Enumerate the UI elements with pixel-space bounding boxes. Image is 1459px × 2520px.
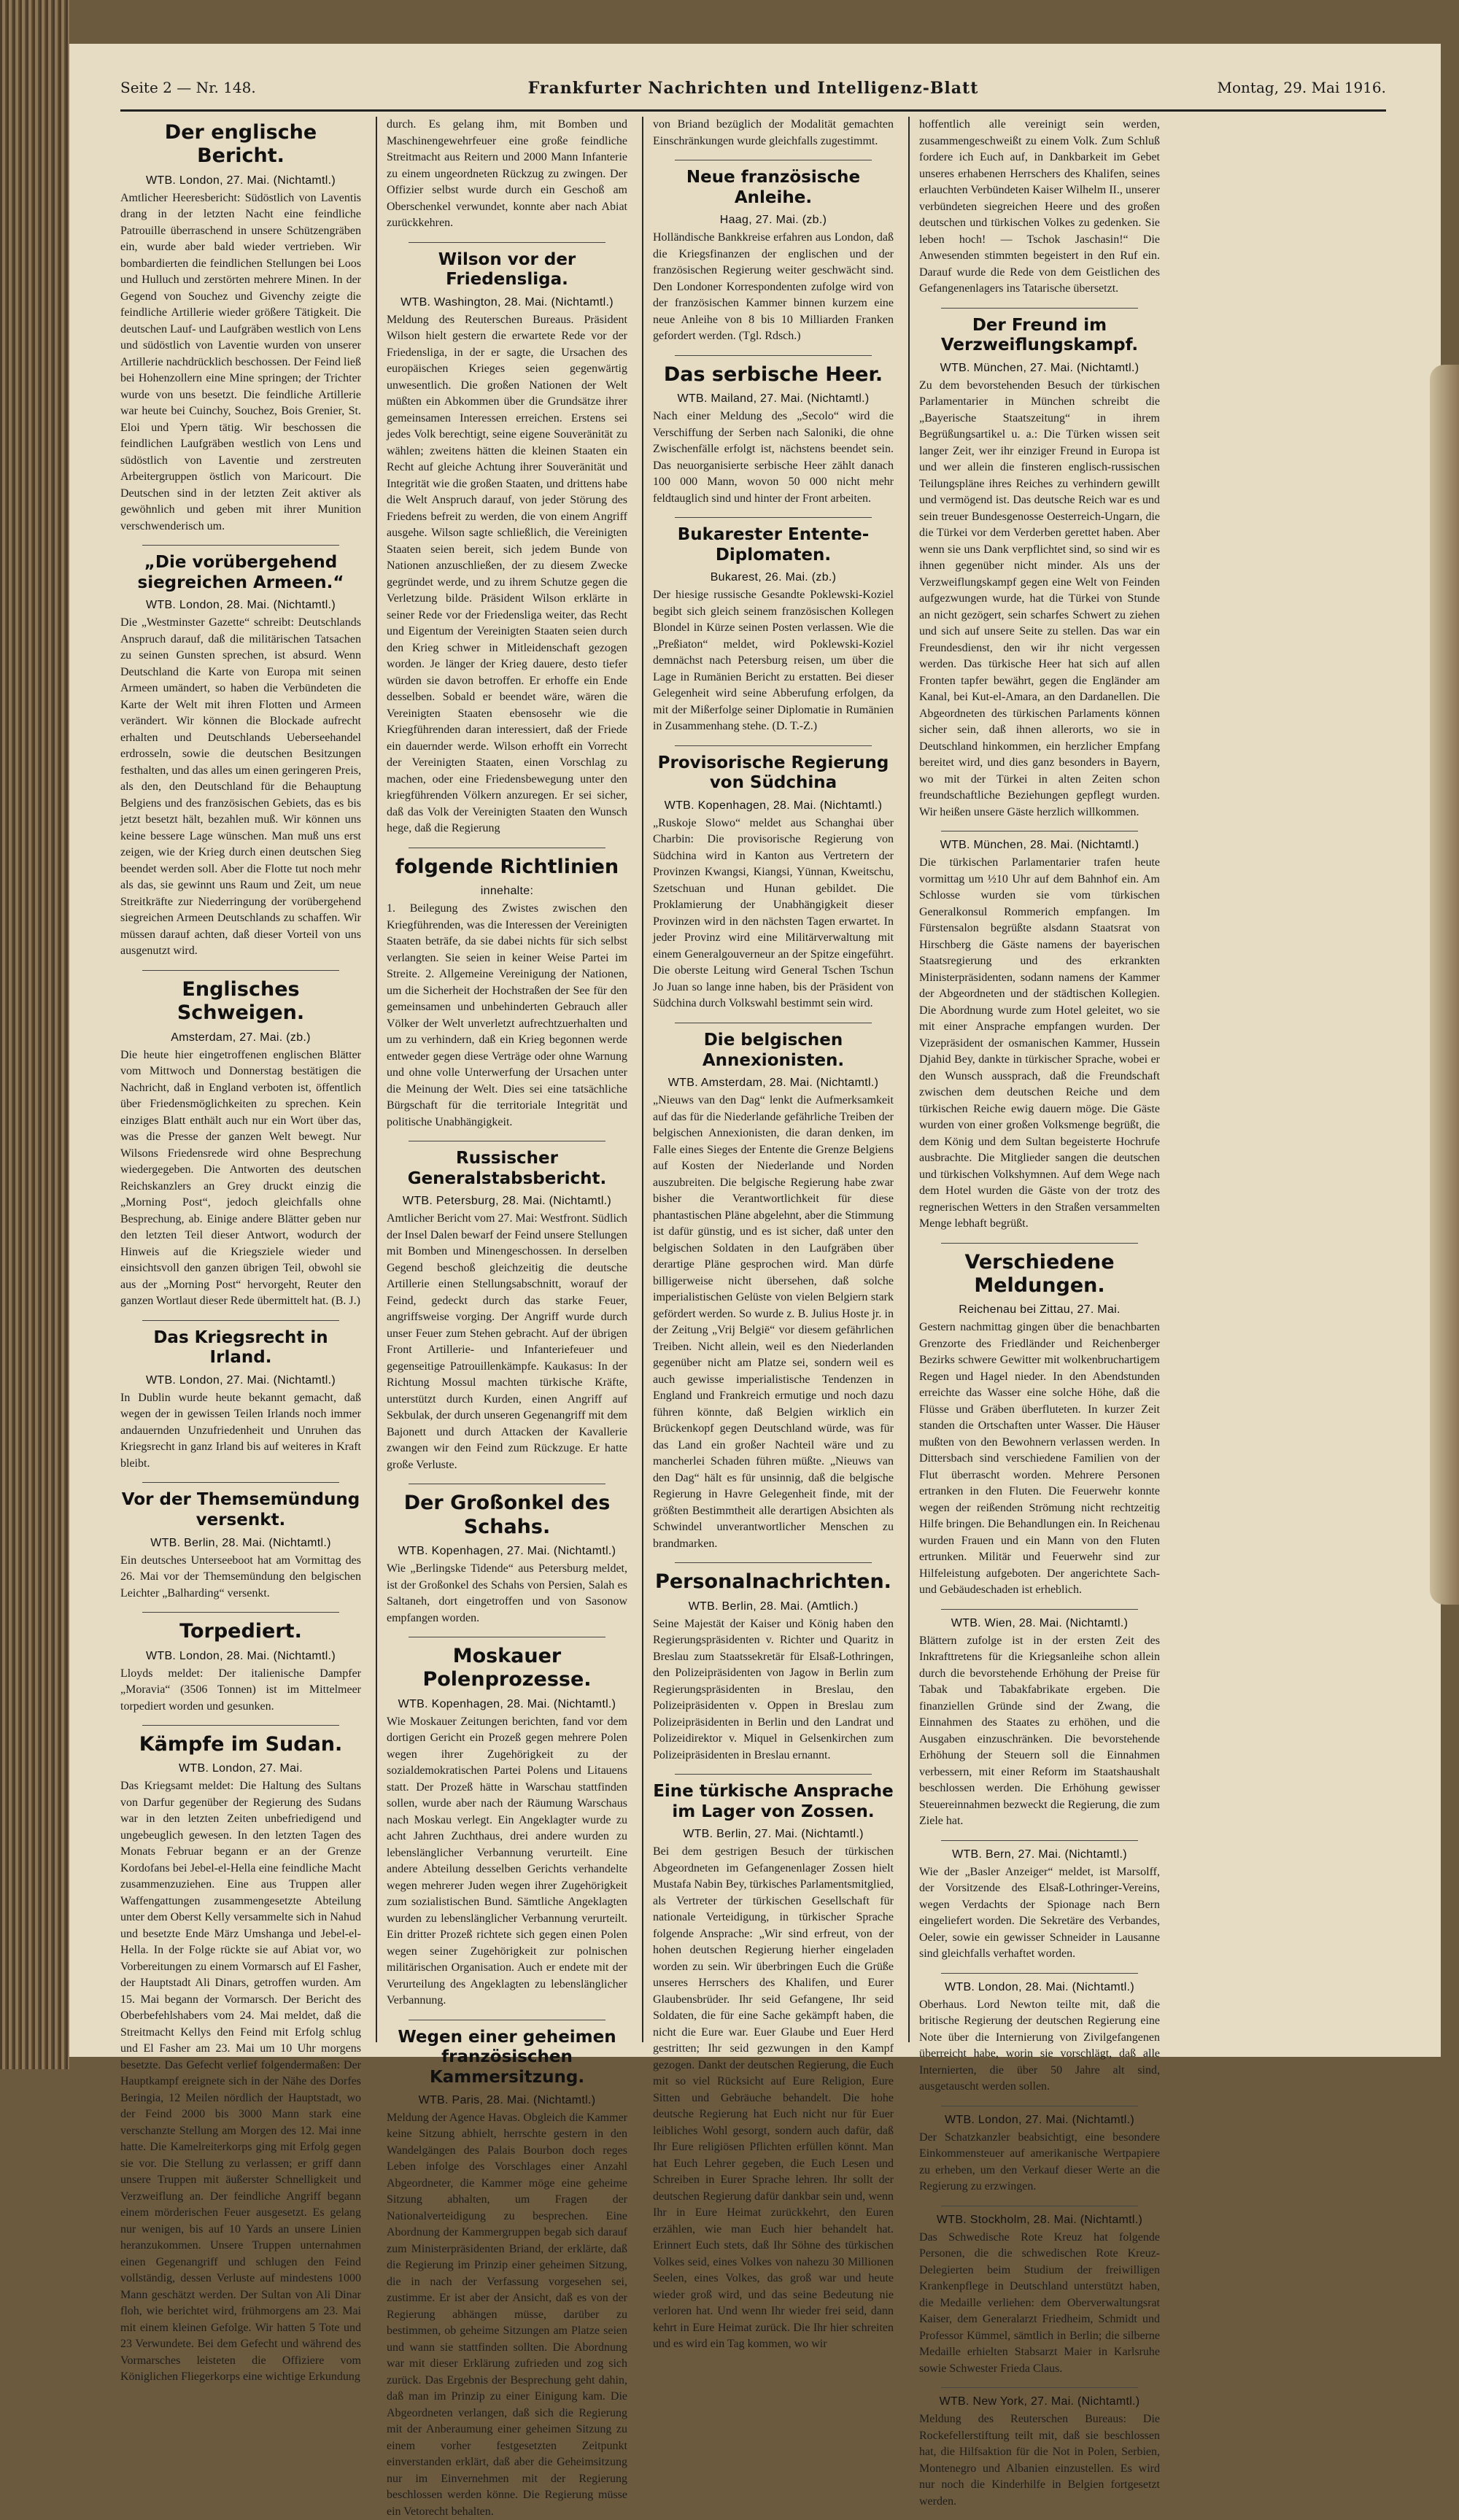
article-dateline: WTB. Kopenhagen, 28. Mai. (Nichtamtl.) bbox=[398, 1697, 616, 1710]
article-separator bbox=[142, 1612, 339, 1613]
article-dateline: WTB. Wien, 28. Mai. (Nichtamtl.) bbox=[951, 1616, 1129, 1629]
article bbox=[120, 553, 361, 960]
book-binding bbox=[0, 0, 69, 2069]
article bbox=[120, 978, 361, 1310]
article-dateline: WTB. Stockholm, 28. Mai. (Nichtamtl.) bbox=[936, 2213, 1143, 2226]
article-separator bbox=[675, 355, 872, 356]
article bbox=[653, 168, 894, 345]
article-dateline: WTB. Washington, 28. Mai. (Nichtamtl.) bbox=[400, 295, 614, 309]
article-body: Wie „Berlingske Tidende“ aus Petersburg meldet, ist der Großonkel des Schahs von Persien, Salah es Saltaneh, dort eingetroffen und von Sasonow empfangen worden. bbox=[387, 1562, 627, 1624]
article-body: Meldung der Agence Havas. Obgleich die Kammer keine Sitzung abhielt, herrschte gestern in den Wandelgängen des Palais Bourbon doch reges Leben infolge des Vorschlages einer Anzahl Abgeordneter, die Kammer möge eine geheime Sitzung abhalten, um Fragen der Nationalverteidigung zu besprechen. Eine Abordnung der Kammergruppen begab sich darauf zum Ministerpräsidenten Briand, der erklärte, daß die Regierung im Prinzip einer geheimen Sitzung, die in nach der Verfassung vorgesehen sei, zustimme. Er ist aber der Ansicht, daß es von der Regierung abhängen müsse, darüber zu bestimmen, ob geheime Sitzungen am Platze seien und wann sie stattfinden sollten. Die Abordnung war mit dieser Erklärung zufrieden und zog sich zurück. Das Ergebnis der Besprechung geht dahin, daß man im Prinzip zu einer Einigung kam. Die Abgeordneten verlangen, daß sich die Regierung mit der Anberaumung einer geheimen Sitzung zu einem vorher festgesetzten Zeitpunkt einverstanden erklärt, daß aber die Geheimsitzung nur im Einvernehmen mit der Regierung beschlossen werden könne. Die Regierung müsse ein Vetorecht behalten. bbox=[387, 2111, 627, 2518]
article-body: Lloyds meldet: Der italienische Dampfer „Moravia“ (3506 Tonnen) ist im Mittelmeer torpediert worden und gesunken. bbox=[120, 1667, 361, 1713]
article-dateline: WTB. Kopenhagen, 27. Mai. (Nichtamtl.) bbox=[398, 1545, 616, 1558]
article bbox=[653, 1031, 894, 1552]
article-dateline: WTB. Amsterdam, 28. Mai. (Nichtamtl.) bbox=[667, 1077, 879, 1090]
article bbox=[120, 121, 361, 535]
article-body: Blättern zufolge ist in der ersten Zeit des Inkrafttretens für die Kriegsanleihe schon allein durch die bevorstehende Erhöhung der Preise für Tabak und Tabakfabrikate ergeben. Die finanziellen Gründe sind der Zwang, die Einnahmen des Staates zu erhöhen, und die Ausgaben einzuschränken. Die bevorstehende Erhöhung der Steuern soll die Einnahmen verbessern, mit einer Reform im Staatshaushalt beschlossen werden. Die Erhöhung gewisser Steuereinnahmen bezweckt die Regierung, die zum Ziele hat. bbox=[919, 1634, 1160, 1828]
article-body: Meldung des Reuterschen Bureaus: Die Rockefellerstiftung teilt mit, daß sie beschlossen hat, die Hilfsaktion für die Not in Polen, Serbien, Montenegro und Albanien einzustellen. Es wird nur noch die Kinderhilfe in Belgien fortgesetzt werden. bbox=[919, 2413, 1160, 2508]
article-dateline: innehalte: bbox=[480, 885, 534, 898]
article-title: „Die vorübergehend siegreichen Armeen.“ bbox=[137, 553, 344, 592]
article-body: „Nieuws van den Dag“ lenkt die Aufmerksamkeit auf das für die Niederlande gefährliche Treiben der belgischen Annexionisten, die daran denken, im Falle eines Sieges der Entente die Grenze Belgiens auf Kosten der Niederlande und Norden auszubreiten. Die belgische Regierung habe zwar bisher die Verantwortlichkeit für diese phantastischen Pläne abgelehnt, aber die Stimmung ist dafür günstig, und es ist sicher, daß unter den belgischen Soldaten in den Laufgräben über derartige Pläne gesprochen wird. Man dürfe billigerweise nicht übersehen, daß solche imperialistischen Gelüste von vielen Belgiern stark gefördert werden. So wurde z. B. Julius Hoste jr. in der Zeitung „Vrij België“ vor diesem gefährlichen Treiben. Nicht allein, weil es den Niederlanden gegenüber nicht am Platze sei, sondern weil es auch gewisse imperialistische Tendenzen in England und Frankreich ermutige und noch dazu führen könnte, daß Belgien wirklich ein Brückenkopf gegen Deutschland würde, was für das Land ein großer Nachteil wäre und zu mancherlei Schaden führen müßte. „Nieuws van den Dag“ hält es für unsinnig, daß die belgische Regierung in Havre Gelegenheit finde, mit der größten Bestimmtheit alle derartigen Absichten als Schwindel unverantwortlicher Menschen zu brandmarken. bbox=[653, 1094, 894, 1550]
article bbox=[919, 1981, 1160, 2096]
article-separator bbox=[142, 1482, 339, 1483]
article bbox=[919, 117, 1160, 298]
article-body: hoffentlich alle vereinigt sein werden, zusammengeschweißt zu einem Volk. Zum Schluß fordere ich Euch auf, in Dankbarkeit im Gebet unseres erhabenen Herrschers des Khalifen, seines erlauchten Verbündeten Kaiser Wilhelm II., unserer verbündeten siegreichen Heere und des großen deutschen und türkischen Volkes zu gedenken. Sie leben hoch! — Tschok Jaschasin!“ Die Anwesenden stimmten begeistert in den Ruf ein. Darauf wurde die Rede von dem Geistlichen des Gefangenenlagers ins Tatarische übersetzt. bbox=[919, 118, 1160, 295]
article-title: folgende Richtlinien bbox=[395, 855, 619, 878]
article-title: Wilson vor der Friedensliga. bbox=[438, 249, 576, 290]
article-body: Bei dem gestrigen Besuch der türkischen Abgeordneten im Gefangenenlager Zossen hielt Mustafa Nabin Bey, türkisches Parlamentsmitglied, als Vertreter der türkischen Gesellschaft für nationale Verteidigung, in türkischer Sprache folgende Ansprache: „Wir sind erfreut, von der hohen deutschen Regierung hierher eingeladen worden zu sein. Wir überbringen Euch die Grüße unseres Herrschers des Khalifen, und Eurer Glaubensbrüder. Ihr seid Gefangene, Ihr seid Soldaten, die für eine Sache gekämpft haben, die nicht die Eure war. Euer Glaube und Euer Herd gestritten; Ihr seid gezwungen in den Kampf gezogen. Dankt der deutschen Regierung, die Euch mit so viel Rücksicht auf Eure Religion, Eure Sitten und Gebräuche behandelt. Die hohe deutsche Regierung hat Euch nicht nur für Euer leibliches Wohl gesorgt, sondern auch dafür, daß Ihr Eure religiösen Pflichten erfüllen könnt. Man hat Euch Lehrer gegeben, die Euch Lesen und Schreiben in Eurer Sprache lehren. Ihr sollt der deutschen Regierung dafür dankbar sein und, wenn Ihr in Eure Heimat zurückkehrt, den Euren erzählen, wie man Euch hier behandelt hat. Erinnert Euch stets, daß Ihr Söhne des türkischen Volkes seid, eines Volkes von nahezu 30 Millionen Seelen, eines Volkes, das groß war und heute wieder groß wird, und das seine Bedeutung nie verloren hat. Und wenn Ihr wieder frei seid, dann kehrt in Eure Heimat zurück. Die Ihr hier schreiten und es wird ein Tag kommen, wo wir bbox=[653, 1845, 894, 2351]
article-separator bbox=[941, 1243, 1138, 1244]
article-dateline: WTB. München, 28. Mai. (Nichtamtl.) bbox=[940, 839, 1139, 852]
article-title: Der englische Bericht. bbox=[164, 121, 317, 168]
article-title: Wegen einer geheimen französischen Kammersitzung. bbox=[398, 2027, 616, 2087]
article-body: 1. Beilegung des Zwistes zwischen den Kriegführenden, was die Interessen der Vereinigten Staaten beträfe, da sie dabei nichts für sich selbst verlangten. Sie seien in keiner Weise Partei im Streite. 2. Allgemeine Vereinigung der Nationen, um die Sicherheit der Hochstraßen der See für den gemeinsamen und unbehinderten Gebrauch aller Völker der Welt unverletzt aufrechtzuerhalten und um zu verhindern, daß ein Krieg begonnen werde entweder gegen diese Verträge oder ohne Warnung und ohne volle Unterwerfung der Ursachen unter die Meinung der Welt. Dies sei eine tatsächliche Bürgschaft für die territoriale Integrität und politische Unabhängigkeit. bbox=[387, 902, 627, 1128]
article-separator bbox=[675, 1562, 872, 1563]
article-dateline: WTB. Bern, 27. Mai. (Nichtamtl.) bbox=[952, 1848, 1127, 1861]
article-dateline: WTB. Mailand, 27. Mai. (Nichtamtl.) bbox=[677, 392, 870, 406]
article-body: Das Schwedische Rote Kreuz hat folgende Personen, die die schwedischen Rote Kreuz-Delegierten beim Studium der freiwilligen Krankenpflege in Deutschland unterstützt haben, die Medaille verliehen: dem Oberverwaltungsrat Kaiser, dem Generalarzt Friedheim, Schmidt und Professor Kümmel, sämtlich in Berlin; die silberne Medaille erhielten Stabsarzt Maier in Karlsruhe sowie Schwester Frieda Claus. bbox=[919, 2230, 1160, 2375]
article-separator bbox=[675, 1774, 872, 1775]
article bbox=[120, 1490, 361, 1602]
article-body: Die heute hier eingetroffenen englischen Blätter vom Mittwoch und Donnerstag bestätigen die Nachricht, daß in England verboten ist, öffentlich über Friedensmöglichkeiten zu sprechen. Kein einziges Blatt enthält auch nur ein Wort über das, was die Presse der ganzen Welt bewegt. Nur Wilsons Friedensrede wird ohne Besprechung wiedergegeben. Die Antworten des deutschen Reichskanzlers an Grey druckt einzig die „Morning Post“, jedoch gleichfalls ohne Besprechung, ab. Einige andere Blätter geben nur den letzten Teil dieser Antwort, wodurch der Hinweis auf die Kriegsziele wieder und einsichtsvoll den ganzen übrigen Teil, obwohl sie aus der „Morning Post“ hervorgeht, Reuter den ganzen Wortlaut dieser Rede übermittelt hat. (B. J.) bbox=[120, 1048, 361, 1308]
article bbox=[387, 2028, 627, 2520]
article-title: Vor der Themsemündung versenkt. bbox=[121, 1490, 360, 1530]
article-dateline: WTB. New York, 27. Mai. (Nichtamtl.) bbox=[939, 2395, 1140, 2408]
newspaper-page bbox=[69, 44, 1441, 2518]
article-body: von Briand bezüglich der Modalität gemachten Einschränkungen wurde gleichfalls zugestimmt. bbox=[653, 118, 894, 147]
article bbox=[387, 1149, 627, 1473]
article-body: Meldung des Reuterschen Bureaus. Präsident Wilson hielt gestern die erwartete Rede vor der Friedensliga, in der er sagte, die Ursachen des europäischen Krieges seien gegenwärtig unwesentlich. Die großen Nationen der Welt müßten ein Abkommen über die Grundsätze ihrer gemeinsamen Interessen erreichen. Erstens sei jedes Volk berechtigt, seine eigene Souveränität zu wählen; zweitens hätten die kleinen Staaten ein Recht auf gleiche Achtung ihrer Souveränität und Integrität wie die großen Staaten, und drittens habe die Welt Anspruch darauf, von jeder Störung des Friedens befreit zu werden, die von einem Angriff ausgehe. Wilson sagte schließlich, die Vereinigten Staaten seien bereit, sich jedem Bunde von Nationen anzuschließen, der zu diesem Zwecke gegründet werde, und zu ihrem Schutze gegen die Verletzung bilde. Präsident Wilson erklärte in seiner Rede vor der Friedensliga weiter, das Recht und Eigentum der Vereinigten Staaten seien durch den Krieg schwer in Mitleidenschaft gezogen worden. Je länger der Krieg dauere, desto tiefer würden sie davon betroffen. Er erhoffe ein Ende desselben. Sobald er beendet wäre, wären die Vereinigten Staaten ebensosehr wie die Kriegführenden daran interessiert, daß der Friede ein dauernder werde. Wilson erhofft ein Vorrecht der Vereinigten Staaten, einen Vorschlag zu machen, oder eine Friedensbewegung unter den kriegführenden Völkern anzuregen. Er sei sicher, daß das Volk der Vereinigten Staaten den Wunsch hege, daß die Regierung bbox=[387, 313, 627, 835]
article bbox=[387, 250, 627, 837]
article-dateline: WTB. München, 27. Mai. (Nichtamtl.) bbox=[940, 361, 1139, 374]
columns-area bbox=[120, 117, 1386, 2518]
article bbox=[919, 2214, 1160, 2378]
article bbox=[653, 525, 894, 735]
article-dateline: WTB. London, 28. Mai. (Nichtamtl.) bbox=[944, 1980, 1135, 1993]
column-2 bbox=[387, 117, 627, 2518]
article-dateline: WTB. Paris, 28. Mai. (Nichtamtl.) bbox=[418, 2093, 596, 2106]
article-separator bbox=[142, 1725, 339, 1726]
article bbox=[120, 1328, 361, 1473]
article-dateline: WTB. Petersburg, 28. Mai. (Nichtamtl.) bbox=[402, 1195, 612, 1208]
article-title: Der Großonkel des Schahs. bbox=[403, 1492, 611, 1538]
article-separator bbox=[675, 517, 872, 518]
article bbox=[919, 2395, 1160, 2510]
article-dateline: WTB. London, 27. Mai. (Nichtamtl.) bbox=[944, 2113, 1135, 2126]
article-dateline: WTB. London, 27. Mai. (Nichtamtl.) bbox=[145, 1373, 336, 1387]
article bbox=[919, 1251, 1160, 1599]
article-dateline: WTB. Berlin, 28. Mai. (Amtlich.) bbox=[688, 1600, 859, 1613]
article-dateline: WTB. Kopenhagen, 28. Mai. (Nichtamtl.) bbox=[664, 799, 883, 812]
column-rule bbox=[376, 117, 377, 2042]
article-title: Englisches Schweigen. bbox=[177, 977, 305, 1025]
article-body: Ein deutsches Unterseeboot hat am Vormittag des 26. Mai vor der Themsemündung den belgischen Leichter „Balharding“ versenkt. bbox=[120, 1554, 361, 1600]
article-separator bbox=[142, 545, 339, 546]
article bbox=[653, 1782, 894, 2353]
article bbox=[387, 1492, 627, 1627]
article-separator bbox=[941, 1840, 1138, 1841]
article-title: Russischer Generalstabsbericht. bbox=[407, 1149, 607, 1188]
article bbox=[919, 1848, 1160, 1963]
article-body: Der Schatzkanzler beabsichtigt, eine besondere Einkommensteuer auf amerikanische Wertpapiere zu erheben, um den Verkauf dieser Werte an die Regierung zu erzwingen. bbox=[919, 2131, 1160, 2193]
issue-date: Montag, 29. Mai 1916. bbox=[1217, 79, 1386, 96]
article-dateline: WTB. London, 28. Mai. (Nichtamtl.) bbox=[145, 1649, 336, 1662]
column-rule bbox=[642, 117, 643, 2042]
article-separator bbox=[142, 970, 339, 971]
article-title: Personalnachrichten. bbox=[655, 1570, 891, 1594]
article-title: Das Kriegsrecht in Irland. bbox=[153, 1327, 328, 1368]
article-body: Die „Westminster Gazette“ schreibt: Deutschlands Anspruch darauf, daß die militärischen Tatsachen zu seinen Gunsten sprechen, ist absurd. Wenn Deutschland die Karte von Europa mit seinen Armeen umändert, so haben die Verbündeten die Karte der Welt mit ihren Flotten und Armeen verändert. Wir können die Blockade aufrecht erhalten und Deutschlands Ueberseehandel erdrosseln, sowie die deutschen Besitzungen festhalten, und das alles um einen geringeren Preis, als den, den Deutschland für die Behauptung Belgiens und des französischen Gebiets, das es bis jetzt besetzt hält, bezahlen muß. Wir können uns keine bessere Lage wünschen. Man muß uns erst zeigen, wie der Krieg durch einen deutschen Sieg beendet werden soll. Aber die Flotte tut noch mehr als das, sie gewinnt uns Raum und Zeit, um neue Streitkräfte zur Niederringung der vorübergehend siegreichen Armeen Deutschlands zu schaffen. Wir müssen darauf achten, daß dieser Vorteil von uns ausgenutzt wird. bbox=[120, 616, 361, 958]
column-3 bbox=[653, 117, 894, 2351]
article bbox=[919, 839, 1160, 1233]
article bbox=[653, 117, 894, 150]
article-title: Der Freund im Verzweiflungskampf. bbox=[940, 315, 1139, 355]
article bbox=[387, 117, 627, 232]
article-dateline: Reichenau bei Zittau, 27. Mai. bbox=[959, 1303, 1121, 1317]
article bbox=[919, 1617, 1160, 1830]
column-4 bbox=[919, 117, 1160, 2508]
article-separator bbox=[675, 745, 872, 746]
article bbox=[653, 753, 894, 1012]
article-title: Kämpfe im Sudan. bbox=[139, 1733, 343, 1756]
article-title: Neue französische Anleihe. bbox=[686, 168, 861, 207]
article-body: Seine Majestät der Kaiser und König haben den Regierungspräsidenten v. Richter und Quaritz in Breslau zum Staatssekretär für Elsaß-Lothringen, den Polizeipräsidenten von Jagow in Berlin zum Regierungspräsidenten in Breslau, den Polizeipräsidenten v. Oppen in Breslau zum Polizeipräsidenten in Berlin und den Landrat und Polizeidirektor v. Miquel in Gelsenkirchen zum Polizeipräsidenten in Breslau ernannt. bbox=[653, 1617, 894, 1761]
article bbox=[653, 1570, 894, 1764]
article-separator bbox=[941, 1973, 1138, 1974]
article-title: Torpediert. bbox=[179, 1620, 302, 1643]
masthead-title: Frankfurter Nachrichten und Intelligenz-Blatt bbox=[527, 79, 979, 98]
article-body: Holländische Bankkreise erfahren aus London, daß die Kriegsfinanzen der englischen und der französischen Regierung weiter geschwächt sind. Den Londoner Korrespondenten zufolge wird von der französischen Kammer binnen kurzem eine neue Anleihe von 8 bis 10 Milliarden Franken gefordert werden. (Tgl. Rdsch.) bbox=[653, 231, 894, 343]
article-title: Eine türkische Ansprache im Lager von Zossen. bbox=[653, 1782, 894, 1821]
article-dateline: Bukarest, 26. Mai. (zb.) bbox=[710, 571, 837, 584]
scan-top-edge bbox=[69, 0, 1459, 44]
page-curl bbox=[1430, 365, 1459, 1605]
article-dateline: WTB. Berlin, 28. Mai. (Nichtamtl.) bbox=[150, 1536, 331, 1549]
article-body: Wie Moskauer Zeitungen berichten, fand vor dem dortigen Gericht ein Prozeß gegen mehrere Polen wegen ihrer Zugehörigkeit zu der sozialdemokratischen Partei Polens und Litauens statt. Der Prozeß hätte in Warschau stattfinden sollen, wurde aber nach der Räumung Warschaus nach Moskau verlegt. Ein Angeklagter wurde zu acht Jahren Zuchthaus, drei andere wurden zu lebenslänglicher Verbannung verurteilt. Eine andere Abteilung desselben Gerichts verhandelte wegen mehrerer Juden wegen ihrer Zugehörigkeit zum sozialistischen Bund. Sämtliche Angeklagten wurden zu lebenslänglicher Verbannung verurteilt. Ein dritter Prozeß richtete sich gegen einen Polen wegen seiner Zugehörigkeit zur polnischen militärischen Organisation. Auch er endete mit der Verurteilung des Angeklagten zu lebenslänglicher Verbannung. bbox=[387, 1715, 627, 2007]
article bbox=[919, 316, 1160, 821]
article-body: Amtlicher Bericht vom 27. Mai: Westfront. Südlich der Insel Dalen bewarf der Feind unsere Stellungen mit Bomben und Minengeschossen. In derselben Gegend beschoß gleichzeitig die deutsche Artillerie einen Stellungsabschnitt, worauf der Feind, gedeckt durch das starke Feuer, angriffsweise vorging. Der Angriff wurde durch unser Feuer zum Stehen gebracht. Auf der übrigen Front Artillerie- und Infanteriefeuer und gegenseitige Patrouillenkämpfe. Kaukasus: In der Richtung Mossul machten türkische Kräfte, unterstützt durch Kurden, einen Angriff auf Sekbulak, der durch unseren Gegenangriff mit dem Bajonett und durch Attacken der Kavallerie zwangen wir den Feind zum Rückzuge. Er hatte große Verluste. bbox=[387, 1212, 627, 1471]
article-title: Das serbische Heer. bbox=[663, 363, 883, 386]
article-title: Bukarester Entente-Diplomaten. bbox=[677, 525, 870, 565]
article-body: durch. Es gelang ihm, mit Bomben und Maschinengewehrfeuer eine große feindliche Streitmacht aus Reitern und 2000 Mann Infanterie zu einem ungeordneten Rückzug zu zwingen. Der Offizier selbst wurde durch ein Geschoß am Oberschenkel verwundet, konnte aber nach Abiat zurückkehren. bbox=[387, 118, 627, 229]
article-body: „Ruskoje Slowo“ meldet aus Schanghai über Charbin: Die provisorische Regierung von Südchina wird in Kanton aus Vertretern der Provinzen Kwangsi, Kiangsi, Yünnan, Kweitschu, Szetschuan und Hunan gebildet. Die Proklamierung der Unabhängigkeit dieser Provinzen wird in den nächsten Tagen erwartet. In jeder Provinz wird eine Militärverwaltung mit einem Generalgouverneur an der Spitze eingeführt. Die oberste Leitung wird General Tschen Tschun Jo Juan so lange inne haben, bis der Präsident von Südchina durch Volkswahl bestimmt sein wird. bbox=[653, 816, 894, 1010]
article-body: Zu dem bevorstehenden Besuch der türkischen Parlamentarier in München schreibt die „Bayerische Staatszeitung“ in ihrem Begrüßungsartikel u. a.: Die Türken wissen seit langer Zeit, wer ihr einziger Freund in Europa ist und wer allein die finsteren englisch-russischen Teilungspläne ihres Reiches zu verhindern gewillt und vermögend ist. Das deutsche Reich war es und sein treuer Bundesgenosse Oesterreich-Ungarn, die die Türkei vor dem Verderben gerettet haben. Aber wenn sie uns Dank verpflichtet sind, so sind wir es ihnen gegenüber nicht minder. Als uns der Verzweiflungskampf gegen eine Welt von Feinden aufgezwungen wurde, hat die Türkei von Stunde an nicht gezögert, sein scharfes Schwert zu ziehen und sich auf unsere Seite zu stellen. Das war ein Freundesdienst, den wir ihr nicht vergessen werden. Das türkische Heer hat sich auf allen Fronten tapfer bewährt, gegen die Engländer am Kanal, bei Kut-el-Amara, an den Dardanellen. Die Abgeordneten des türkischen Parlaments können sicher sein, daß ihnen allerorts, wo sie in Deutschland hinkommen, ein herzlicher Empfang bereitet wird, und dies ganz besonders in Bayern, wo mit der Türkei in alten Zeiten schon freundschaftliche Beziehungen gepflegt wurden. Wir heißen unsere Gäste herzlich willkommen. bbox=[919, 379, 1160, 818]
article-dateline: WTB. London, 28. Mai. (Nichtamtl.) bbox=[145, 599, 336, 612]
article-title: Provisorische Regierung von Südchina bbox=[657, 753, 889, 793]
article bbox=[919, 2114, 1160, 2195]
article bbox=[653, 363, 894, 507]
article-body: Die türkischen Parlamentarier trafen heute vormittag um ½10 Uhr auf dem Bahnhof ein. Am Schlosse wurden sie vom türkischen Generalkonsul Rommerich empfangen. Im Fürstensalon begrüßte alsdann Staatsrat von Hirschberg die Gäste namens der bayerischen Staatsregierung und des erkrankten Ministerpräsidenten, sodann namens der Kammer der Abgeordneten und der städtischen Kollegien. Die Abordnung wurde zum Hotel geleitet, wo sie mit einer Ansprache empfangen wurden. Der Vizepräsident der osmanischen Kammer, Hussein Djahid Bey, dankte in türkischer Sprache, wobei er den Wunsch aussprach, daß die Freundschaft zwischen dem deutschen Reiche und dem türkischen Reiche ewig dauern möge. Die Gäste wurden von einer großen Volksmenge begrüßt, die dem König und dem Sultan begeisterte Hochrufe ausbrachte. Die Mitglieder sangen die deutschen und türkischen Volkshymnen. Auf dem Wege nach dem Hotel wurden die Gäste von der trotz des regnerischen Wetters in den Straßen versammelten Menge lebhaft begrüßt. bbox=[919, 856, 1160, 1230]
article-body: Nach einer Meldung des „Secolo“ wird die Verschiffung der Serben nach Saloniki, die ohne Zwischenfälle erfolgt ist, nächstens beendet sein. Das neuorganisierte serbische Heer zählt danach 100 000 Mann, wovon 50 000 nicht mehr feldtauglich sind und hinter der Front arbeiten. bbox=[653, 410, 894, 505]
article-separator bbox=[941, 1609, 1138, 1610]
article-body: In Dublin wurde heute bekannt gemacht, daß wegen der in gewissen Teilen Irlands noch immer andauernden Unzufriedenheit und Unruhen das Kriegsrecht in ganz Irland bis auf weiteres in Kraft bleibt. bbox=[120, 1391, 361, 1470]
article-separator bbox=[142, 1320, 339, 1321]
article-separator bbox=[409, 242, 605, 243]
article-dateline: Haag, 27. Mai. (zb.) bbox=[719, 214, 827, 227]
article-body: Gestern nachmittag gingen über die benachbarten Grenzorte des Friedländer und Reichenberger Bezirks schwere Gewitter mit wolkenbruchartigem Regen und Hagel nieder. In den Abendstunden erreichte das Wasser eine solche Höhe, daß die Flüsse und Gräben überfluteten. In kurzer Zeit standen die Ortschaften unter Wasser. Die Häuser mußten von den Bewohnern verlassen werden. In Dittersbach sind verschiedene Familien von der Flut überrascht worden. Mehrere Personen ertranken in den Fluten. Die Feuerwehr konnte wegen der reißenden Strömung nicht rechtzeitig Hilfe bringen. Die Behandlungen ein. In Reichenau wurden Frauen und ein Mann von den Fluten ertrunken. Militär und Feuerwehr sind zur Hilfeleistung aufgeboten. Der angerichtete Sach- und Gebäudeschaden ist erheblich. bbox=[919, 1321, 1160, 1597]
article-body: Der hiesige russische Gesandte Poklewski-Koziel begibt sich gleich seinem französischen Kollegen Blondel in Kürze seinen Posten verlassen. Wie die „Preßiaton“ meldet, wird Poklewski-Koziel demnächst nach Petersburg reisen, um über die Lage in Rumänien Bericht zu erstatten. Bei dieser Gelegenheit wird seine Abberufung erfolgen, da mit der Mißerfolge seiner Diplomatie in Rumänien in Zusammenhang stehe. (D. T.-Z.) bbox=[653, 589, 894, 733]
article-dateline: Amsterdam, 27. Mai. (zb.) bbox=[171, 1031, 311, 1044]
article bbox=[387, 856, 627, 1131]
article-separator bbox=[941, 308, 1138, 309]
article bbox=[120, 1733, 361, 2386]
article-dateline: WTB. Berlin, 27. Mai. (Nichtamtl.) bbox=[683, 1828, 864, 1841]
page-number: Seite 2 — Nr. 148. bbox=[120, 79, 256, 96]
article-body: Oberhaus. Lord Newton teilte mit, daß die britische Regierung der deutschen Regierung eine Note über die Internierung von Zivilgefangenen überreicht habe, worin sie vorschlägt, daß alle Internierten, die über 50 Jahre alt sind, ausgetauscht werden sollen. bbox=[919, 1998, 1160, 2093]
article-separator bbox=[941, 2387, 1138, 2388]
article-title: Verschiedene Meldungen. bbox=[964, 1250, 1115, 1298]
article-dateline: WTB. London, 27. Mai. bbox=[179, 1762, 303, 1775]
article-body: Wie der „Basler Anzeiger“ meldet, ist Marsolff, der Vorsitzende des Elsaß-Lothringer-Vereins, wegen Verdachts der Spionage nach Bern eingeliefert worden. Die Sekretäre des Verbandes, Oeler, sowie ein gewisser Schneider in Lausanne sind gleichfalls verhaftet worden. bbox=[919, 1865, 1160, 1961]
page-header bbox=[120, 73, 1386, 112]
article bbox=[387, 1645, 627, 2009]
article-body: Amtlicher Heeresbericht: Südöstlich von Laventis drang in der letzten Nacht eine feindliche Patrouille überraschend in unsere Schützengräben ein, wurde aber bald wieder vertrieben. Wir bombardierten die feindlichen Stellungen bei Loos und Hulluch und zerstörten mehrere Minen. In der Gegend von Souchez und Givenchy zeigte die feindliche Artillerie wieder größere Tätigkeit. Die deutschen Lauf- und Laufgräben westlich von Lens und südöstlich von Laventie wurden von unserer Artillerie nachdrücklich beschossen. Der Feind ließ bei Hohenzollern eine Mine springen; der Trichter wurde von uns besetzt. Die feindliche Artillerie war heute bei Cuinchy, Souchez, Bois Grenier, St. Eloi und Ypern tätig. Wir beschossen die feindlichen Laufgräben westlich von Lens und südöstlich von Laventie und zerstreuten Arbeitergruppen östlich von Maricourt. Die Deutschen sind in der letzten Zeit aktiver als gewöhnlich und geben mit ihrer Munition verschwenderisch um. bbox=[120, 191, 361, 532]
column-rule bbox=[908, 117, 910, 2042]
article-dateline: WTB. London, 27. Mai. (Nichtamtl.) bbox=[145, 174, 336, 187]
article-title: Die belgischen Annexionisten. bbox=[702, 1030, 845, 1070]
column-1 bbox=[120, 117, 361, 2384]
article-title: Moskauer Polenprozesse. bbox=[422, 1645, 592, 1691]
article-body: Das Kriegsamt meldet: Die Haltung des Sultans von Darfur gegenüber der Regierung des Sudans war in den letzten Zeiten unbefriedigend und ungebeuglich gewesen. In den letzten Tagen des Monats Februar begann er an der Grenze Kordofans bei Jebel-el-Hella eine feindliche Macht zusammenzuziehen. Eine aus Truppen aller Waffengattungen zusammengesetzte Abteilung unter dem Oberst Kelly versammelte sich in Nahud und besetzte Ende März Umshanga und Jebel-el-Hella. In der Folge rückte sie auf Abiat vor, wo Vorbereitungen zu einem Vormarsch auf El Fasher, der Hauptstadt Ali Dinars, getroffen wurden. Am 15. Mai begann der Vormarsch. Der Bericht des Oberbefehlshabers vom 24. Mai meldet, daß die Streitmacht Kellys den Feind mit Erfolg schlug und El Fasher am 23. Mai um 10 Uhr morgens besetzte. Das Gefecht verlief folgendermaßen: Der Hauptkampf ereignete sich in der Nähe des Dorfes Beringia, 12 Meilen nördlich der Hauptstadt, wo der Feind 2000 bis 3000 Mann stark eine verschanzte Stellung am Morgen des 12. Mai inne hatte. Die Kamelreiterkorps ging mit Erfolg gegen sie vor. Die Stellung zu verlassen; er griff dann unsere Truppen mit äußerster Schnelligkeit und Verzweiflung an. Der feindliche Angriff begann einem mörderischen Feuer ausgesetzt. Es gelang nur wenigen, bis auf 10 Yards an unsere Linien heranzukommen. Unsere Truppen unternahmen einen Gegenangriff und schlugen den Feind vollständig, dessen Verluste auf mindestens 1000 Mann geschätzt werden. Der Sultan von Ali Dinar floh, wie berichtet wird, frühmorgens am 23. Mai mit einem kleinen Gefolge. Wir hatten 5 Tote und 23 Verwundete. Bei dem Gefecht und während des Vormarsches leisteten die Offiziere vom Königlichen Fliegerkorps eine wichtige Erkundung bbox=[120, 1780, 361, 2384]
article bbox=[120, 1620, 361, 1715]
